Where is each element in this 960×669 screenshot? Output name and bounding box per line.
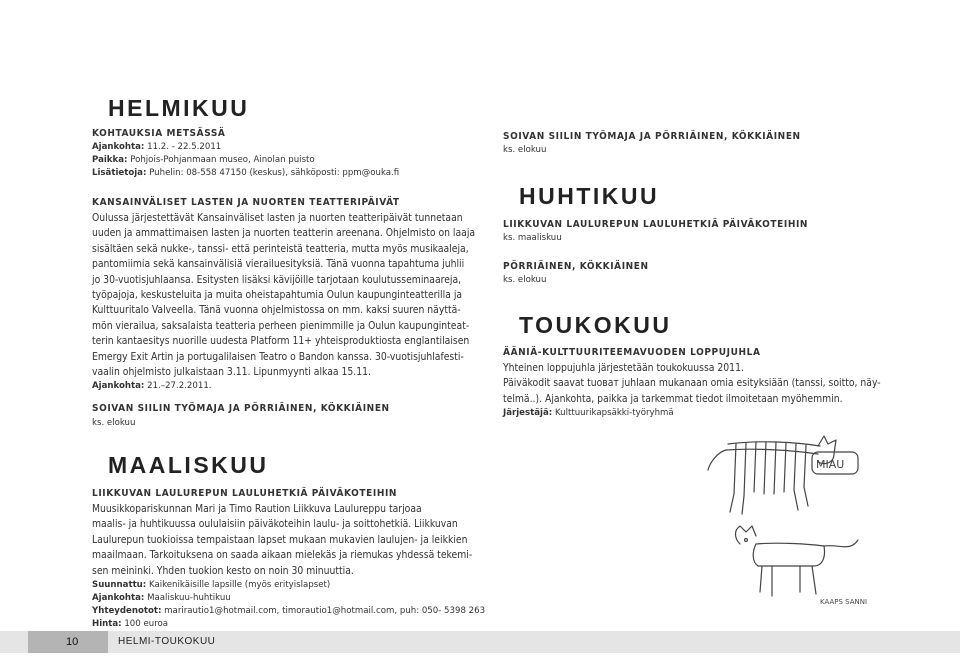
- event-note: ks. maaliskuu: [503, 233, 562, 243]
- event-loppujuhla: [503, 347, 921, 420]
- event-heading: PÖRRIÄINEN, KÖKKIÄINEN: [503, 261, 649, 272]
- event-meta: Ajankohta: 11.2. - 22.5.2011 Paikka: Pohjois-Pohjanmaan museo, Ainolan puisto Lisätietoja: Puhelin: 08-558 47150 (keskus), sähköposti: ppm@ouka.fi: [92, 142, 400, 178]
- page-number: 10: [28, 631, 108, 653]
- event-porriainen: [503, 261, 921, 287]
- month-title-maaliskuu: MAALISKUU: [108, 452, 269, 478]
- event-note: ks. elokuu: [92, 418, 136, 428]
- event-laulureppu-right: [503, 219, 921, 245]
- speech-bubble-text: MIAU: [816, 458, 845, 471]
- event-soivan-siilin-tyomaja-right: [503, 131, 921, 157]
- plain-cat-icon: [736, 526, 859, 596]
- event-heading: KOHTAUKSIA METSÄSSÄ: [92, 128, 226, 139]
- footer-title: HELMI-TOUKOKUU: [118, 636, 216, 647]
- event-laulureppu: [92, 488, 484, 631]
- event-note: ks. elokuu: [503, 145, 547, 155]
- striped-cat-icon: [708, 436, 836, 514]
- event-heading: LIIKKUVAN LAULUREPUN LAULUHETKIÄ PÄIVÄKOTEIHIN: [92, 488, 398, 499]
- event-teatteripaivat: [92, 197, 484, 393]
- event-description: Yhteinen loppujuhla järjestetään toukokuussa 2011. Päiväkodit saavat tuoват juhlaan mukanaan omia esityksiään (tanssi, soitto, näy- telmä..). Ajankohta, paikka ja tarkemmat tiedot ilmoitetaan myöhemmin.: [503, 362, 881, 405]
- event-kohtauksia-metsassa: [92, 128, 484, 180]
- event-heading: SOIVAN SIILIN TYÖMAJA JA PÖRRIÄINEN, KÖKKIÄINEN: [92, 403, 390, 414]
- event-description: Muusikkopariskunnan Mari ja Timo Raution Liikkuva Laulureppu tarjoaa maalis- ja huhtikuussa oululaisiin päiväkoteihin laulu- ja soittohetkiä. Liikkuvan Laulurepun tuokioissa tempaistaan lapset mukaan mukavien laulujen- ja leikkien maailmaan. Tarkoituksena on saada aikaan mielekäs ja riemukas yhdessä tekemi- sen meininki. Yhden tuokion kesto on noin 30 minuuttia.: [92, 503, 473, 577]
- event-meta: Ajankohta: 21.–27.2.2011.: [92, 381, 212, 392]
- event-soivan-siilin-tyomaja: [92, 403, 484, 430]
- month-title-helmikuu: HELMIKUU: [108, 95, 250, 121]
- event-heading: ÄÄNIÄ-KULTTUURITEEMAVUODEN LOPPUJUHLA: [503, 347, 761, 358]
- month-title-huhtikuu: HUHTIKUU: [519, 183, 660, 209]
- event-heading: SOIVAN SIILIN TYÖMAJA JA PÖRRIÄINEN, KÖKKIÄINEN: [503, 131, 801, 142]
- event-description: Oulussa järjestettävät Kansainväliset lasten ja nuorten teatteripäivät tunnetaan uuden ja ammattimaisen lasten ja nuorten teatterin areenana. Ohjelmisto on laaja sisältäen sekä nukke-, tanssi- että perinteistä teatteria, mutta myös musikaaleja, pantomiimia sekä kansainvälisiä vierailuesityksiä. Tänä vuonna tapahtuma juhlii jo 30-vuotisjuhlaansa. Esitysten lisäksi kävijöille tarjotaan koulutusseminaareja, työpajoja, keskusteluita ja muita oheistapahtumia Oulun kaupunginteatterilla ja Kulttuuritalo Valveella. Tänä vuonna ohjelmistossa on mm. kaksi suuren näyttä- mön vierailua, saksalaista teatteria perheen pienimmille ja Oulun kaupunginteat- terin kantaesitys nuorille uudesta Platform 11+ yhteisproduktiosta englantilaisen Emergy Exit Artin ja portugalilaisen Teatro o Bandon kanssa. 30-vuotisjuhlafesti- vaalin ohjelmisto julkaistaan 3.11. Lipunmyynti alkaa 15.11.: [92, 212, 476, 379]
- event-heading: KANSAINVÄLISET LASTEN JA NUORTEN TEATTERIPÄIVÄT: [92, 197, 400, 208]
- cat-drawing-illustration: [700, 432, 880, 622]
- month-title-toukokuu: TOUKOKUU: [519, 312, 672, 338]
- event-meta: Suunnattu: Kaikenikäisille lapsille (myös erityislapset) Ajankohta: Maaliskuu-huhtikuu Yhteydenotot: marirautio1@hotmail.com, timorautio1@hotmail.com, puh: 050- 5398 263 Hinta: 100 euroa: [92, 580, 486, 630]
- drawing-signature: KAAPS SANNI: [820, 598, 868, 606]
- event-meta: Järjestäjä: Kulttuurikapsäkki-työryhmä: [503, 408, 674, 419]
- event-heading: LIIKKUVAN LAULUREPUN LAULUHETKIÄ PÄIVÄKOTEIHIN: [503, 219, 809, 230]
- event-note: ks. elokuu: [503, 275, 547, 285]
